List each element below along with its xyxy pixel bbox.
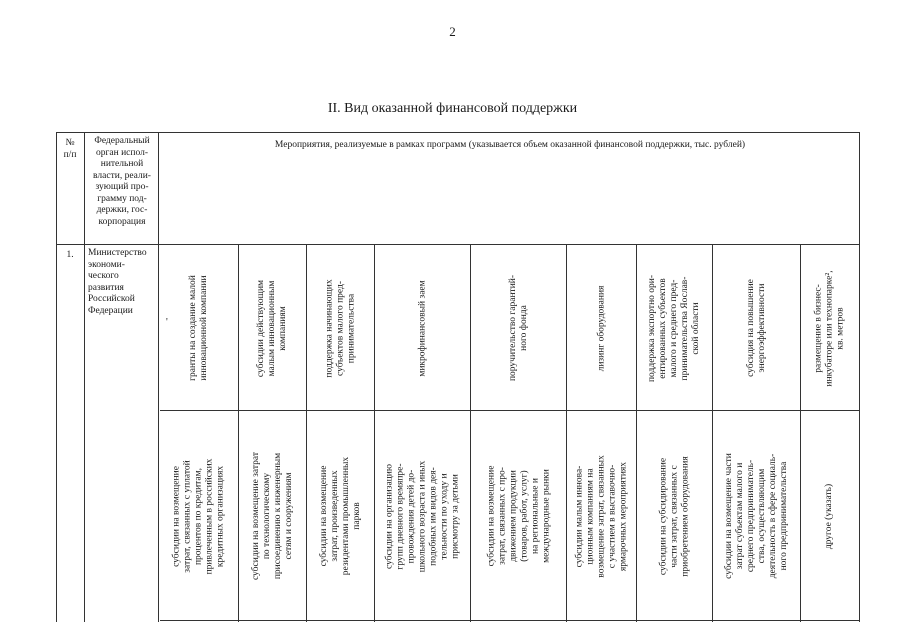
upper-measure-label: поддержка начинающих субъектов малого пред- принимательства xyxy=(324,278,357,378)
lower-measure-cell xyxy=(240,412,306,620)
upper-measure-label: лизинг оборудования xyxy=(596,285,607,371)
table-col-divider xyxy=(306,244,307,622)
lower-measure-cell xyxy=(308,412,374,620)
upper-measure-cell xyxy=(568,246,636,410)
header-org-line: держки, гос- xyxy=(96,205,148,215)
upper-measure-label: размещение в бизнес- инкубаторе или технопарке², кв. метров xyxy=(813,269,846,387)
lower-measure-cell xyxy=(376,412,470,620)
lower-measure-label: субсидии на возмещение затрат по технологическому присоединению к инженерным сетям и сооружениям xyxy=(251,451,295,581)
header-org-line: грамму под- xyxy=(97,193,147,204)
upper-measure-cell xyxy=(308,246,374,410)
lower-measure-cell xyxy=(472,412,566,620)
row-org-line: Российской xyxy=(88,294,135,304)
header-org-line: нительной xyxy=(100,159,144,169)
table-col-divider-no xyxy=(84,132,85,622)
table-col-divider xyxy=(566,244,567,622)
upper-measure-cell xyxy=(160,246,238,410)
lower-measure-label: субсидии на возмещение затрат, связанных с про- движением продукции (товаров, работ, услуг) на региональные и международные рынки xyxy=(486,465,551,567)
table-col-divider xyxy=(712,244,713,622)
table-header-divider xyxy=(56,244,860,245)
row-org-cell xyxy=(88,248,160,317)
header-org-line: орган испол- xyxy=(96,147,148,158)
upper-measure-cell xyxy=(240,246,306,410)
table-col-divider xyxy=(374,244,375,622)
table-col-divider xyxy=(238,244,239,622)
header-number-line: № xyxy=(65,138,75,148)
table-border-right xyxy=(859,132,860,622)
header-org-line: зующий про- xyxy=(95,182,149,192)
header-number-cell xyxy=(56,138,84,161)
table-border-top xyxy=(56,132,860,133)
upper-measure-cell xyxy=(472,246,566,410)
header-org-line: власти, реали- xyxy=(93,170,151,181)
support-table xyxy=(56,132,860,622)
stray-mark: ' xyxy=(166,317,168,328)
upper-measure-label: субсидии действующим малым инновационным компаниям xyxy=(256,279,289,377)
row-org-line: экономи- xyxy=(88,259,125,270)
lower-measure-label: другое (указать) xyxy=(824,483,835,549)
lower-measure-label: субсидии на возмещение части затрат субъектам малого и среднего предприниматель- ства, осуществляющим деятельность в сфере социаль- ного предпринимательства xyxy=(724,453,790,579)
header-org-line: Федеральный xyxy=(94,136,150,146)
table-row-divider xyxy=(160,410,860,411)
upper-measure-label: субсидия на повышение энергоэффективности xyxy=(746,279,767,377)
section-title: II. Вид оказанной финансовой поддержки xyxy=(327,101,578,116)
lower-measure-label: субсидии на субсидирование части затрат, связанных с приобретением оборудования xyxy=(658,455,691,577)
upper-measure-label: гранты на создание малой инновационной компании xyxy=(188,275,209,381)
upper-measure-cell xyxy=(376,246,470,410)
table-col-divider-org xyxy=(158,132,159,622)
header-org-cell xyxy=(86,136,158,228)
lower-measure-cell xyxy=(638,412,712,620)
table-col-divider xyxy=(636,244,637,622)
upper-measure-label: поддержка экспортно ори- ентированных субъектов малого и среднего пред- принимательства Яослав- ской области xyxy=(647,274,702,382)
table-col-divider xyxy=(800,244,801,622)
lower-measure-label: субсидии малым иннова- ционным компаниям на возмещение затрат, связанных с участием в выставочно- ярмарочных мероприятиях xyxy=(574,454,629,578)
table-border-bottom xyxy=(160,620,860,621)
row-org-line: Министерство xyxy=(88,248,147,258)
lower-measure-cell xyxy=(802,412,858,620)
upper-measure-cell xyxy=(638,246,712,410)
header-org-line: корпорация xyxy=(98,216,146,227)
header-measures-cell: Мероприятия, реализуемые в рамках программ (указывается объем оказанной финансовой поддержки, тыс. рублей) xyxy=(274,140,746,150)
row-org-line: развития xyxy=(88,282,124,293)
row-org-line: ческого xyxy=(88,271,119,281)
upper-measure-label: микрофинансовый заем xyxy=(417,279,428,377)
lower-measure-cell xyxy=(568,412,636,620)
page-number: 2 xyxy=(449,24,456,39)
row-number-cell: 1. xyxy=(66,250,74,260)
upper-measure-cell xyxy=(714,246,800,410)
lower-measure-cell xyxy=(714,412,800,620)
lower-measure-cell xyxy=(160,412,238,620)
header-number-line: п/п xyxy=(63,149,77,160)
upper-measure-label: поручительство гарантий- ного фонда xyxy=(508,274,530,382)
table-border-left xyxy=(56,132,57,622)
lower-measure-label: субсидии на организацию групп дневного времяпре- провождения детей до- школьного возраста и иных подобных им видов дея- тельности по уходу и присмотру за детьми xyxy=(384,460,461,572)
lower-measure-label: субсидии на возмещение затрат, связанных с уплатой процентов по кредитам, привлеченным в российских кредитных организациях xyxy=(171,458,226,574)
lower-measure-label: субсидии на возмещение затрат, произведенных резидентами промышленных парков xyxy=(319,456,363,576)
upper-measure-cell xyxy=(802,246,858,410)
table-col-divider xyxy=(470,244,471,622)
row-org-line: Федерации xyxy=(88,305,133,316)
